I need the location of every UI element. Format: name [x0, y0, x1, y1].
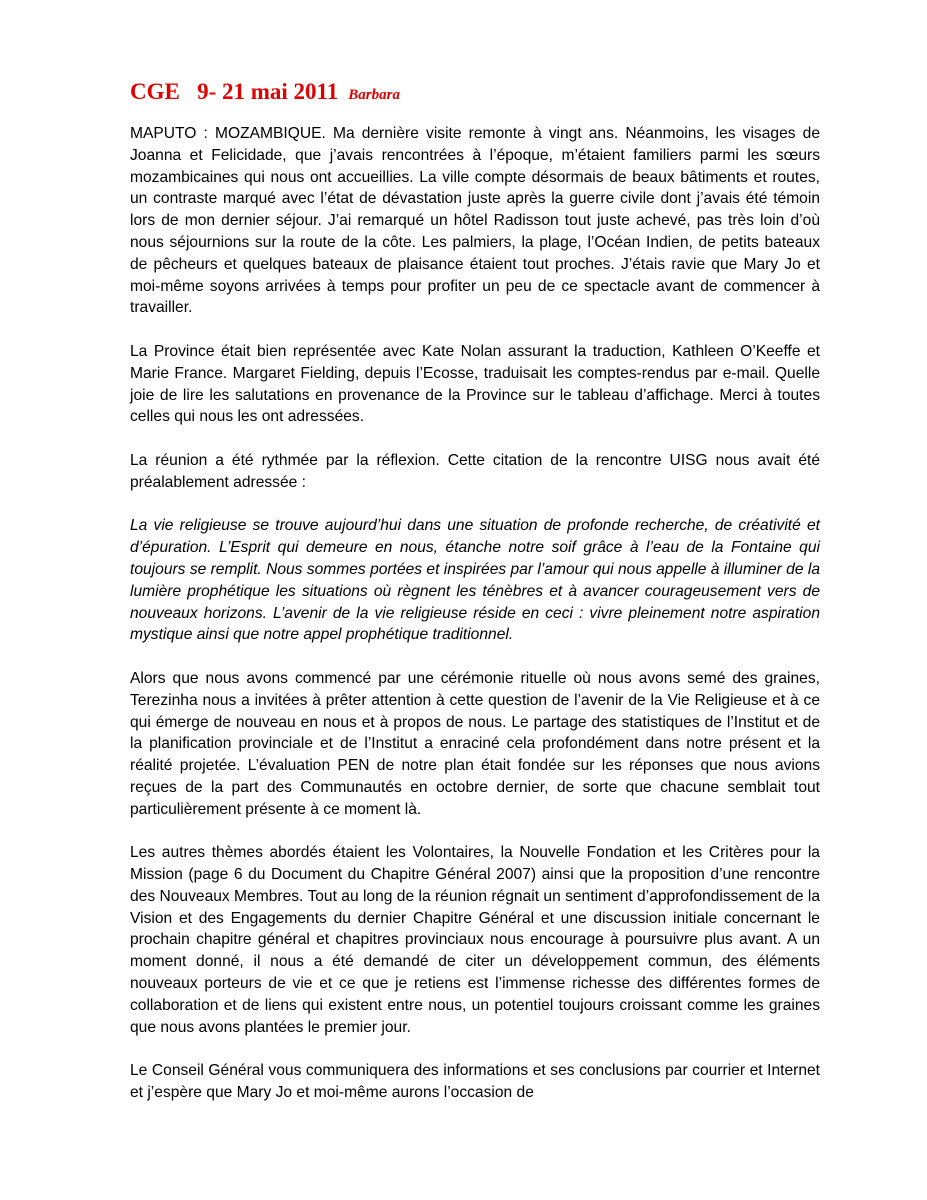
paragraph-province: La Province était bien représentée avec Kate Nolan assurant la traduction, Kathleen O’Keeffe et Marie France. Margaret Fielding, depuis l’Ecosse, traduisait les comptes-rendus par e-mail. Quelle joie de lire les salutations en provenance de la Province sur le tableau d’affichage. Merci à toutes celles qui nous les ont adressées.	[130, 342, 820, 426]
document-heading	[130, 78, 820, 109]
document-page	[130, 78, 820, 1126]
paragraph-maputo: MAPUTO : MOZAMBIQUE. Ma dernière visite remonte à vingt ans. Néanmoins, les visages de Joanna et Felicidade, que j’avais rencontrées à l’époque, m’étaient familiers parmi les sœurs mozambicaines qui nous ont accueillies. La ville compte désormais de beaux bâtiments et routes, un contraste marqué avec l’état de dévastation juste après la guerre civile dont j’avais été témoin lors de mon dernier séjour. J’ai remarqué un hôtel Radisson tout juste achevé, pas très loin d’où nous séjournions sur la route de la côte. Les palmiers, la plage, l’Océan Indien, de petits bateaux de pêcheurs et quelques bateaux de plaisance étaient tout proches. J’étais ravie que Mary Jo et moi-même soyons arrivées à temps pour profiter un peu de ce spectacle avant de commencer à travailler.	[130, 125, 820, 317]
quote-uisg: La vie religieuse se trouve aujourd’hui dans une situation de profonde recherche, de créativité et d’épuration. L’Esprit qui demeure en nous, étanche notre soif grâce à l’eau de la Fontaine qui toujours se remplit. Nous sommes portées et inspirées par l’amour qui nous appelle à illuminer de la lumière prophétique les situations où règnent les ténèbres et à avancer courageusement vers de nouveaux horizons. L’avenir de la vie religieuse réside en ceci : vivre pleinement notre aspiration mystique ainsi que notre appel prophétique traditionnel.	[130, 517, 820, 644]
paragraph-ceremonie: Alors que nous avons commencé par une cérémonie rituelle où nous avons semé des graines, Terezinha nous a invitées à prêter attention à cette question de l’avenir de la Vie Religieuse et à ce qui émerge de nouveau en nous et à propos de nous. Le partage des statistiques de l’Institut et de la planification provinciale et de l’Institut a enraciné cela profondément dans notre présent et la réalité projetée. L’évaluation PEN de notre plan était fondée sur les réponses que nous avions reçues de la part des Communautés en octobre dernier, de sorte que chacune semblait tout particulièrement présente à ce moment là.	[130, 669, 820, 818]
paragraph-reunion: La réunion a été rythmée par la réflexion. Cette citation de la rencontre UISG nous avait été préalablement adressée :	[130, 451, 820, 491]
document-author: Barbara	[348, 87, 400, 103]
paragraph-themes: Les autres thèmes abordés étaient les Volontaires, la Nouvelle Fondation et les Critères pour la Mission (page 6 du Document du Chapitre Général 2007) ainsi que la proposition d’une rencontre des Nouveaux Membres. Tout au long de la réunion régnait un sentiment d’approfondissement de la Vision et des Engagements du dernier Chapitre Général et une discussion initiale concernant le prochain chapitre général et chapitres provinciaux nous encourage à poursuivre plus avant. A un moment donné, il nous a été demandé de citer un développement commun, des éléments nouveaux porteurs de vie et ce que je retiens est l’immense richesse des différentes formes de collaboration et de liens qui existent entre nous, un potentiel toujours croissant comme les graines que nous avons plantées le premier jour.	[130, 844, 820, 1036]
paragraph-conseil: Le Conseil Général vous communiquera des informations et ses conclusions par courrier et Internet et j’espère que Mary Jo et moi-même aurons l’occasion de	[130, 1062, 820, 1102]
document-title: CGE 9- 21 mai 2011	[130, 79, 339, 104]
